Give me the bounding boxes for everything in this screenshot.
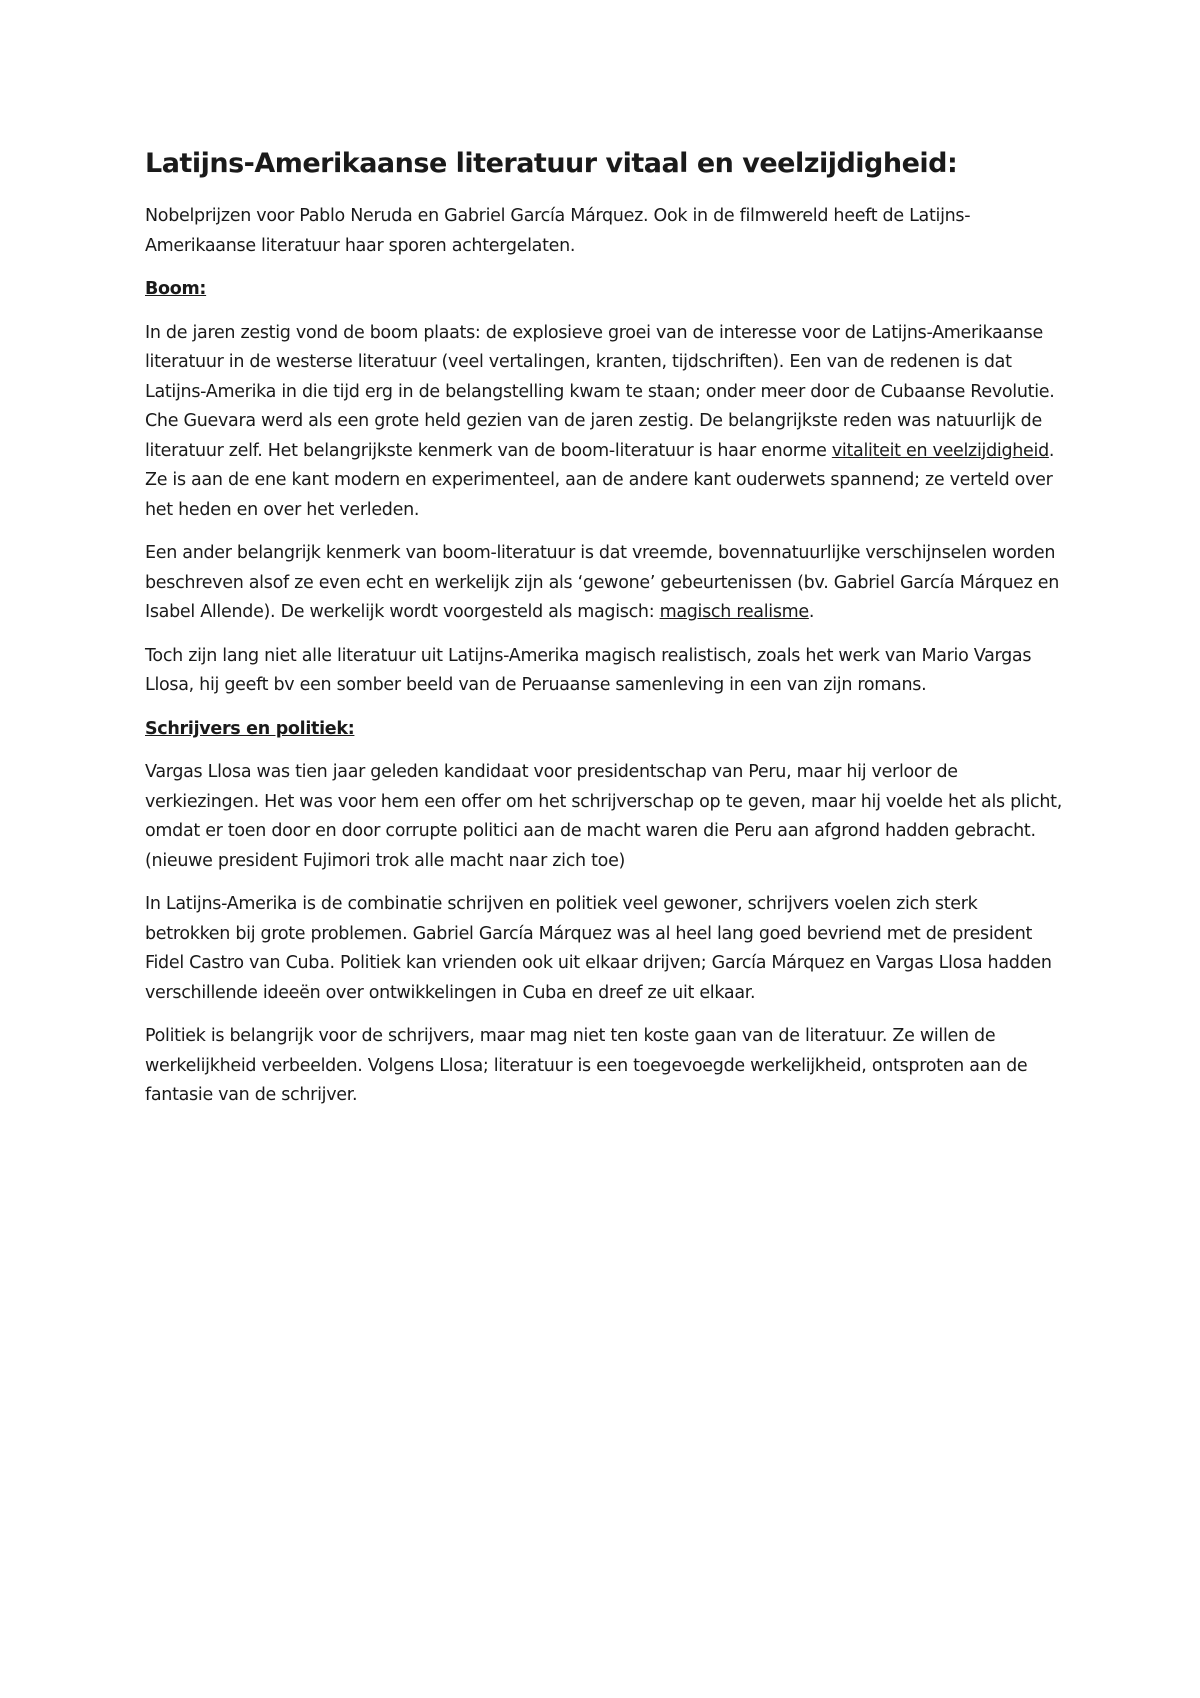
boom-paragraph-1-text-a: In de jaren zestig vond de boom plaats: de explosieve groei van de interesse voor de Latijns-Amerikaanse literatuur in de westerse literatuur (veel vertalingen, kranten, tijdschriften). Een van de redenen is dat Latijns-Amerika in die tijd erg in de belangstelling kwam te staan; onder meer door de Cubaanse Revolutie. Che Guevara werd als een grote held gezien van de jaren zestig. De belangrijkste reden was natuurlijk de literatuur zelf. Het belangrijkste kenmerk van de boom-literatuur is haar enorme [145,322,1055,461]
politiek-paragraph-3: Politiek is belangrijk voor de schrijvers, maar mag niet ten koste gaan van de literatuur. Ze willen de werkelijkheid verbeelden. Volgens Llosa; literatuur is een toegevoegde werkelijkheid, ontsproten aan de fantasie van de schrijver. [145,1026,1028,1106]
politiek-paragraph-1: Vargas Llosa was tien jaar geleden kandidaat voor presidentschap van Peru, maar hij verloor de verkiezingen. Het was voor hem een offer om het schrijverschap op te geven, maar hij voelde het als plicht, omdat er toen door en door corrupte politici aan de macht waren die Peru aan afgrond hadden gebracht. (nieuwe president Fujimori trok alle macht naar zich toe) [145,762,1062,871]
section-heading-schrijvers-politiek: Schrijvers en politiek: [145,718,355,739]
boom-paragraph-2 [145,539,1065,628]
document-body [145,148,1065,1125]
boom-paragraph-1-text-b: . Ze is aan de ene kant modern en experimenteel, aan de andere kant ouderwets spannend; ze verteld over het heden en over het verleden. [145,440,1055,520]
underlined-phrase-magisch-realisme: magisch realisme [659,602,809,623]
intro-paragraph: Nobelprijzen voor Pablo Neruda en Gabriel García Márquez. Ook in de filmwereld heeft de Latijns-Amerikaanse literatuur haar sporen achtergelaten. [145,206,971,256]
document-title: Latijns-Amerikaanse literatuur vitaal en veelzijdigheid: [145,148,958,179]
boom-paragraph-2-text-b: . [808,602,815,623]
boom-paragraph-3: Toch zijn lang niet alle literatuur uit Latijns-Amerika magisch realistisch, zoals het werk van Mario Vargas Llosa, hij geeft bv een somber beeld van de Peruaanse samenleving in een van zijn romans. [145,645,1032,696]
underlined-phrase-vitaliteit: vitaliteit en veelzijdigheid [831,440,1049,461]
section-heading-boom: Boom: [145,279,207,300]
boom-paragraph-2-text-a: Een ander belangrijk kenmerk van boom-literatuur is dat vreemde, bovennatuurlijke verschijnselen worden beschreven alsof ze even echt en werkelijk zijn als ‘gewone’ gebeurtenissen (bv. Gabriel García Márquez en Isabel Allende). De werkelijk wordt voorgesteld als magisch: [145,543,1060,623]
boom-paragraph-1 [145,319,1065,526]
politiek-paragraph-2: In Latijns-Amerika is de combinatie schrijven en politiek veel gewoner, schrijvers voelen zich sterk betrokken bij grote problemen. Gabriel García Márquez was al heel lang goed bevriend met de president Fidel Castro van Cuba. Politiek kan vrienden ook uit elkaar drijven; García Márquez en Vargas Llosa hadden verschillende ideeën over ontwikkelingen in Cuba en dreef ze uit elkaar. [145,894,1052,1003]
